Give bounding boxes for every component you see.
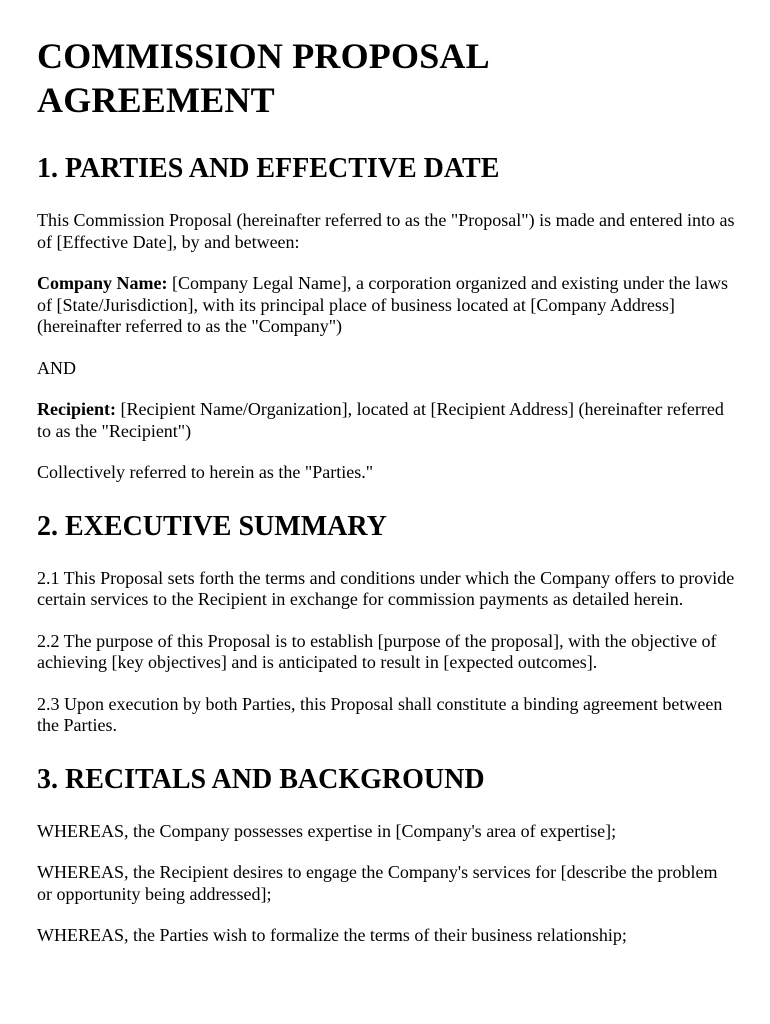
recital-whereas-1: WHEREAS, the Company possesses expertise in [Company's area of expertise]; [37,820,617,841]
parties-collective-paragraph: Collectively referred to herein as the "Parties." [37,462,374,482]
document-title-line-1: COMMISSION PROPOSAL [37,36,490,76]
and-separator: AND [37,357,76,378]
section-recitals [37,763,737,947]
section-heading-parties: 1. PARTIES AND EFFECTIVE DATE [37,153,500,184]
section-parties [37,152,737,484]
document-page [37,34,737,947]
recital-whereas-2: WHEREAS, the Recipient desires to engage the Company's services for [describe the problem or opportunity being addressed]; [37,862,718,904]
recipient-paragraph [37,399,737,442]
recipient-label: Recipient: [37,399,116,419]
company-details-text: [Company Legal Name], a corporation organized and existing under the laws of [State/Jurisdiction], with its principal place of business located at [Company Address] (hereinafter referred to as the "Company") [37,273,728,336]
section-heading-executive-summary: 2. EXECUTIVE SUMMARY [37,510,387,542]
document-title-line-2: AGREEMENT [37,80,275,120]
document-title [37,34,737,122]
section-heading-recitals: 3. RECITALS AND BACKGROUND [37,763,485,795]
summary-clause-2-1: 2.1 This Proposal sets forth the terms and conditions under which the Company offers to provide certain services to the Recipient in exchange for commission payments as detailed herein. [37,567,735,609]
section-executive-summary [37,510,737,737]
recipient-details-text: [Recipient Name/Organization], located at [Recipient Address] (hereinafter referred to as the "Recipient") [37,399,724,441]
summary-clause-2-2: 2.2 The purpose of this Proposal is to establish [purpose of the proposal], with the objective of achieving [key objectives] and is anticipated to result in [expected outcomes]. [37,630,717,672]
company-name-label: Company Name: [37,273,168,293]
summary-clause-2-3: 2.3 Upon execution by both Parties, this Proposal shall constitute a binding agreement between the Parties. [37,693,723,735]
company-paragraph [37,273,737,338]
recital-whereas-3: WHEREAS, the Parties wish to formalize the terms of their business relationship; [37,925,627,945]
parties-intro-paragraph: This Commission Proposal (hereinafter referred to as the "Proposal") is made and entered into as of [Effective Date], by and between: [37,210,735,252]
